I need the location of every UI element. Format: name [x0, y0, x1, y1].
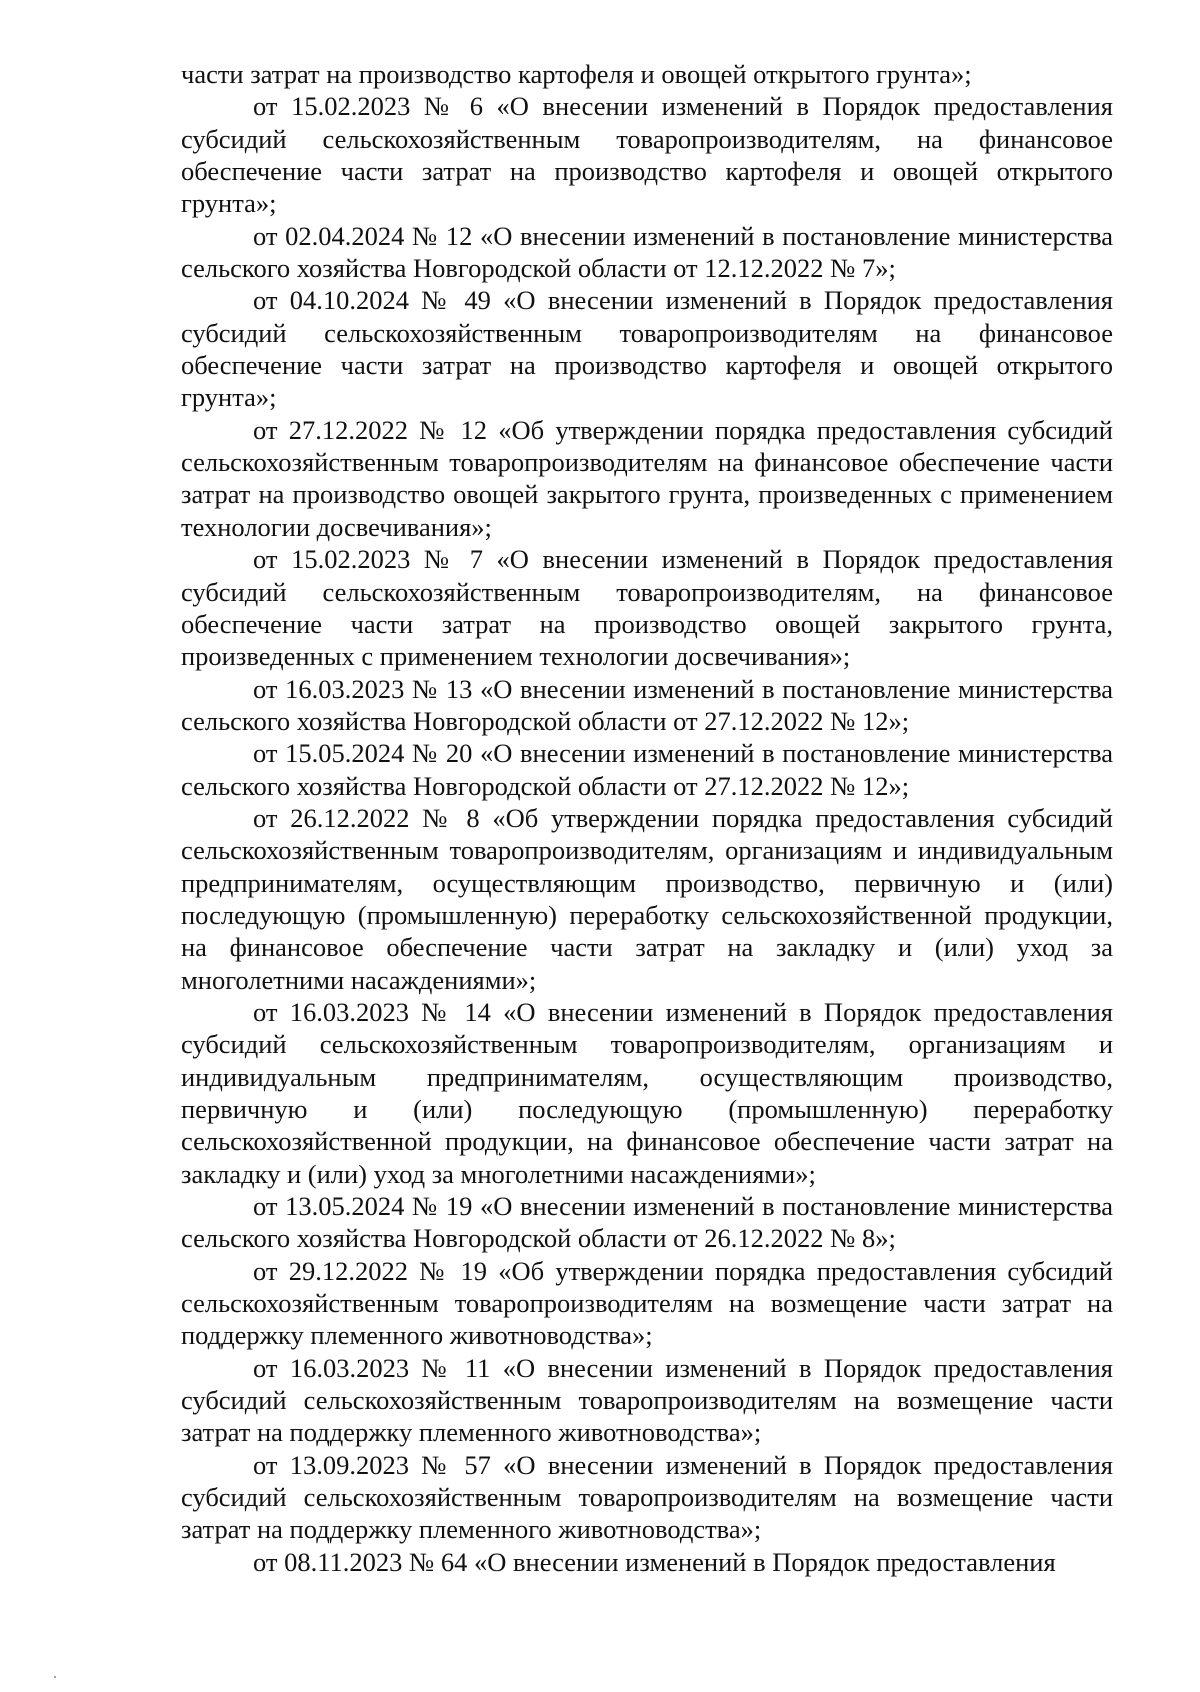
paragraph: от 02.04.2024 № 12 «О внесении изменений в постановление министерства сельского хозяйства Новгородской области от 12.12.2022 № 7»;: [181, 220, 1113, 284]
paragraph: от 27.12.2022 № 12 «Об утверждении порядка предоставления субсидий сельскохозяйственным товаропроизводителям на финансовое обеспечение части затрат на производство овощей закрытого грунта, произведенных с применением технологии досвечивания»;: [181, 414, 1113, 542]
paragraph: от 16.03.2023 № 13 «О внесении изменений в постановление министерства сельского хозяйства Новгородской области от 27.12.2022 № 12»;: [181, 673, 1113, 736]
paragraph: от 16.03.2023 № 11 «О внесении изменений в Порядок предоставления субсидий сельскохозяйственным товаропроизводителям на возмещение части затрат на поддержку племенного животноводства»;: [181, 1352, 1113, 1448]
paragraph: части затрат на производство картофеля и овощей открытого грунта»;: [181, 59, 972, 89]
paragraph: от 13.09.2023 № 57 «О внесении изменений в Порядок предоставления субсидий сельскохозяйственным товаропроизводителям на возмещение части затрат на поддержку племенного животноводства»;: [181, 1449, 1113, 1545]
paragraph: от 15.05.2024 № 20 «О внесении изменений в постановление министерства сельского хозяйства Новгородской области от 27.12.2022 № 12»;: [181, 738, 1113, 801]
paragraph: от 29.12.2022 № 19 «Об утверждении порядка предоставления субсидий сельскохозяйственным товаропроизводителям на возмещение части затрат на поддержку племенного животноводства»;: [181, 1255, 1113, 1351]
document-body: [181, 58, 1113, 1578]
paragraph: от 26.12.2022 № 8 «Об утверждении порядка предоставления субсидий сельскохозяйственным товаропроизводителям, организациям и индивидуальным предпринимателям, осуществляющим производство, первичную и (или) последующую (промышленную) переработку сельскохозяйственной продукции, на финансовое обеспечение части затрат на закладку и (или) уход за многолетними насаждениями»;: [181, 802, 1113, 995]
paragraph: от 13.05.2024 № 19 «О внесении изменений в постановление министерства сельского хозяйства Новгородской области от 26.12.2022 № 8»;: [181, 1191, 1113, 1254]
paragraph: от 15.02.2023 № 6 «О внесении изменений в Порядок предоставления субсидий сельскохозяйственным товаропроизводителям, на финансовое обеспечение части затрат на производство картофеля и овощей открытого грунта»;: [181, 91, 1113, 219]
paragraph-last: от 08.11.2023 № 64 «О внесении изменений в Порядок предоставления: [253, 1546, 1056, 1577]
paragraph: от 04.10.2024 № 49 «О внесении изменений в Порядок предоставления субсидий сельскохозяйственным товаропроизводителям на финансовое обеспечение части затрат на производство картофеля и овощей открытого грунта»;: [181, 285, 1113, 413]
paragraph: от 16.03.2023 № 14 «О внесении изменений в Порядок предоставления субсидий сельскохозяйственным товаропроизводителям, организациям и индивидуальным предпринимателям, осуществляющим производство, первичную и (или) последующую (промышленную) переработку сельскохозяйственной продукции, на финансовое обеспечение части затрат на закладку и (или) уход за многолетними насаждениями»;: [181, 996, 1113, 1189]
paragraph: от 15.02.2023 № 7 «О внесении изменений в Порядок предоставления субсидий сельскохозяйственным товаропроизводителям, на финансовое обеспечение части затрат на производство овощей закрытого грунта, произведенных с применением технологии досвечивания»;: [181, 544, 1113, 672]
scan-speck: [54, 1676, 56, 1678]
